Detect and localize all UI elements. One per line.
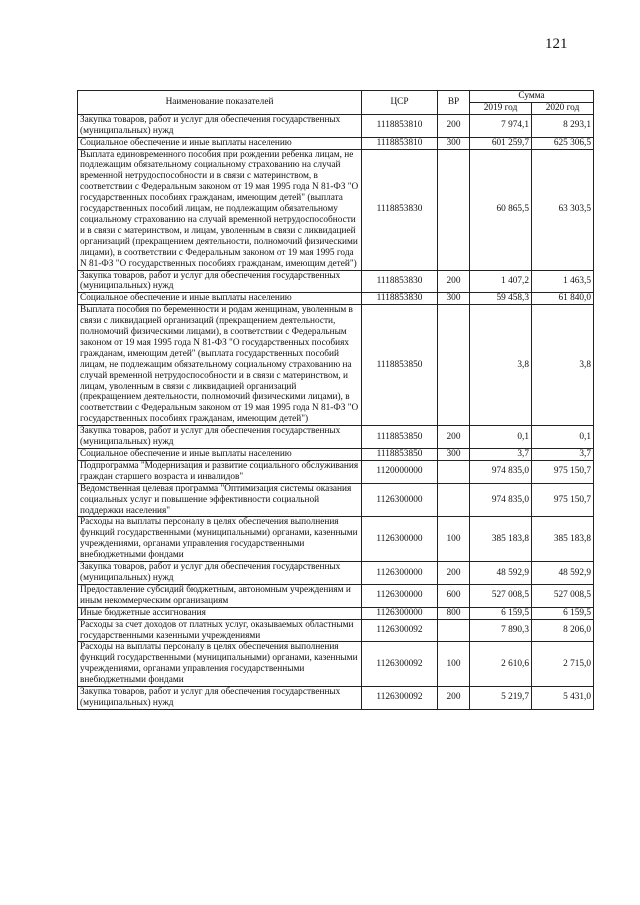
row-csr-cell: 1118853850 (362, 426, 438, 449)
row-csr-cell: 1126300000 (362, 517, 438, 562)
table-row (78, 426, 594, 449)
page-number: 121 (545, 36, 568, 52)
row-vr-cell: 200 (438, 114, 470, 137)
row-csr-cell: 1118853830 (362, 149, 438, 270)
row-2019-cell: 7 890,3 (470, 619, 532, 642)
row-vr-cell: 800 (438, 607, 470, 619)
row-name-cell: Ведомственная целевая программа "Оптимизация системы оказания социальных услуг и повышение эффективности социальной поддержки населения" (78, 483, 362, 517)
row-csr-cell: 1126300092 (362, 619, 438, 642)
table-row (78, 449, 594, 461)
row-vr-cell: 100 (438, 642, 470, 687)
table-row (78, 137, 594, 149)
row-2019-cell: 3,7 (470, 449, 532, 461)
header-year-2019: 2019 год (470, 102, 532, 114)
row-csr-cell: 1120000000 (362, 460, 438, 483)
row-vr-cell (438, 305, 470, 426)
row-2019-cell: 974 835,0 (470, 460, 532, 483)
row-vr-cell: 200 (438, 426, 470, 449)
row-2020-cell: 8 206,0 (532, 619, 594, 642)
row-2019-cell: 7 974,1 (470, 114, 532, 137)
row-2019-cell: 2 610,6 (470, 642, 532, 687)
table-row (78, 149, 594, 270)
row-2020-cell: 527 008,5 (532, 584, 594, 607)
table-row (78, 270, 594, 293)
row-name-cell: Закупка товаров, работ и услуг для обеспечения государственных (муниципальных) нужд (78, 687, 362, 710)
header-year-2020: 2020 год (532, 102, 594, 114)
row-2020-cell: 61 840,0 (532, 293, 594, 305)
row-csr-cell: 1126300000 (362, 607, 438, 619)
row-vr-cell: 300 (438, 449, 470, 461)
row-2019-cell: 601 259,7 (470, 137, 532, 149)
row-2019-cell: 527 008,5 (470, 584, 532, 607)
table-row (78, 687, 594, 710)
table-row (78, 517, 594, 562)
row-vr-cell: 100 (438, 517, 470, 562)
row-csr-cell: 1126300000 (362, 584, 438, 607)
table-body (78, 114, 594, 709)
row-vr-cell (438, 149, 470, 270)
row-name-cell: Закупка товаров, работ и услуг для обеспечения государственных (муниципальных) нужд (78, 270, 362, 293)
row-2020-cell: 385 183,8 (532, 517, 594, 562)
row-csr-cell: 1126300092 (362, 687, 438, 710)
header-vr: ВР (438, 91, 470, 115)
row-name-cell: Расходы за счет доходов от платных услуг, оказываемых областными государственными казенными учреждениями (78, 619, 362, 642)
row-2019-cell: 385 183,8 (470, 517, 532, 562)
row-2020-cell: 3,8 (532, 305, 594, 426)
row-2020-cell: 0,1 (532, 426, 594, 449)
row-csr-cell: 1118853850 (362, 449, 438, 461)
table-header-row (78, 91, 594, 103)
table-row (78, 562, 594, 585)
table-row (78, 607, 594, 619)
row-csr-cell: 1126300000 (362, 562, 438, 585)
row-name-cell: Расходы на выплаты персоналу в целях обеспечения выполнения функций государственными (муниципальными) органами, казенными учреждениями, органами управления государственными внебюджетными фондами (78, 517, 362, 562)
row-2020-cell: 8 293,1 (532, 114, 594, 137)
row-name-cell: Расходы на выплаты персоналу в целях обеспечения выполнения функций государственными (муниципальными) органами, казенными учреждениями, органами управления государственными внебюджетными фондами (78, 642, 362, 687)
row-vr-cell: 200 (438, 687, 470, 710)
row-name-cell: Социальное обеспечение и иные выплаты населению (78, 449, 362, 461)
row-2020-cell: 63 303,5 (532, 149, 594, 270)
budget-table (77, 90, 594, 710)
header-csr: ЦСР (362, 91, 438, 115)
row-csr-cell: 1118853830 (362, 293, 438, 305)
row-2020-cell: 6 159,5 (532, 607, 594, 619)
table-row (78, 483, 594, 517)
row-2019-cell: 6 159,5 (470, 607, 532, 619)
row-vr-cell: 200 (438, 562, 470, 585)
row-2020-cell: 48 592,9 (532, 562, 594, 585)
row-2020-cell: 975 150,7 (532, 460, 594, 483)
row-name-cell: Выплата единовременного пособия при рождении ребенка лицам, не подлежащим обязательному социальному страхованию на случай временной нетрудоспособности и в связи с материнством, в соответствии с Федеральным законом от 19 мая 1995 года N 81-ФЗ "О государственных пособиях гражданам, имеющим детей" (выплата государственных пособий лицам, не подлежащим обязательному социальному страхованию на случай временной нетрудоспособности и в связи с материнством, и лицам, уволенным в связи с ликвидацией организаций (прекращением деятельности, полномочий физическими лицами), в соответствии с Федеральным законом от 19 мая 1995 года N 81-ФЗ "О государственных пособиях гражданам, имеющим детей") (78, 149, 362, 270)
row-vr-cell: 200 (438, 270, 470, 293)
row-csr-cell: 1126300000 (362, 483, 438, 517)
row-name-cell: Предоставление субсидий бюджетным, автономным учреждениям и иным некоммерческим организациям (78, 584, 362, 607)
row-csr-cell: 1118853850 (362, 305, 438, 426)
row-2020-cell: 5 431,0 (532, 687, 594, 710)
row-vr-cell: 600 (438, 584, 470, 607)
row-2019-cell: 974 835,0 (470, 483, 532, 517)
row-vr-cell (438, 619, 470, 642)
table-row (78, 584, 594, 607)
row-name-cell: Выплата пособия по беременности и родам женщинам, уволенным в связи с ликвидацией организаций (прекращением деятельности, полномочий физическими лицами), в соответствии с Федеральным законом от 19 мая 1995 года N 81-ФЗ "О государственных пособиях гражданам, имеющим детей" (выплата государственных пособий лицам, не подлежащим обязательному социальному страхованию на случай временной нетрудоспособности и в связи с материнством, и лицам, уволенным в связи с ликвидацией организаций (прекращением деятельности, полномочий физическими лицами), в соответствии с Федеральным законом от 19 мая 1995 года N 81-ФЗ "О государственных пособиях гражданам, имеющим детей") (78, 305, 362, 426)
row-name-cell: Социальное обеспечение и иные выплаты населению (78, 137, 362, 149)
row-csr-cell: 1126300092 (362, 642, 438, 687)
table-row (78, 460, 594, 483)
row-name-cell: Социальное обеспечение и иные выплаты населению (78, 293, 362, 305)
row-name-cell: Иные бюджетные ассигнования (78, 607, 362, 619)
row-2019-cell: 5 219,7 (470, 687, 532, 710)
header-sum: Сумма (470, 91, 594, 103)
row-csr-cell: 1118853810 (362, 137, 438, 149)
row-name-cell: Закупка товаров, работ и услуг для обеспечения государственных (муниципальных) нужд (78, 562, 362, 585)
table-row (78, 114, 594, 137)
row-name-cell: Закупка товаров, работ и услуг для обеспечения государственных (муниципальных) нужд (78, 114, 362, 137)
row-2020-cell: 3,7 (532, 449, 594, 461)
row-2019-cell: 3,8 (470, 305, 532, 426)
row-2019-cell: 0,1 (470, 426, 532, 449)
row-2020-cell: 2 715,0 (532, 642, 594, 687)
row-name-cell: Закупка товаров, работ и услуг для обеспечения государственных (муниципальных) нужд (78, 426, 362, 449)
row-2020-cell: 1 463,5 (532, 270, 594, 293)
table-row (78, 642, 594, 687)
row-2020-cell: 975 150,7 (532, 483, 594, 517)
row-csr-cell: 1118853810 (362, 114, 438, 137)
row-vr-cell (438, 483, 470, 517)
row-vr-cell: 300 (438, 293, 470, 305)
row-2019-cell: 48 592,9 (470, 562, 532, 585)
row-name-cell: Подпрограмма "Модернизация и развитие социального обслуживания граждан старшего возраста и инвалидов" (78, 460, 362, 483)
table-row (78, 619, 594, 642)
table-row (78, 293, 594, 305)
table-row (78, 305, 594, 426)
header-name: Наименование показателей (78, 91, 362, 115)
row-csr-cell: 1118853830 (362, 270, 438, 293)
row-vr-cell: 300 (438, 137, 470, 149)
row-2019-cell: 60 865,5 (470, 149, 532, 270)
row-2020-cell: 625 306,5 (532, 137, 594, 149)
row-2019-cell: 59 458,3 (470, 293, 532, 305)
row-2019-cell: 1 407,2 (470, 270, 532, 293)
row-vr-cell (438, 460, 470, 483)
